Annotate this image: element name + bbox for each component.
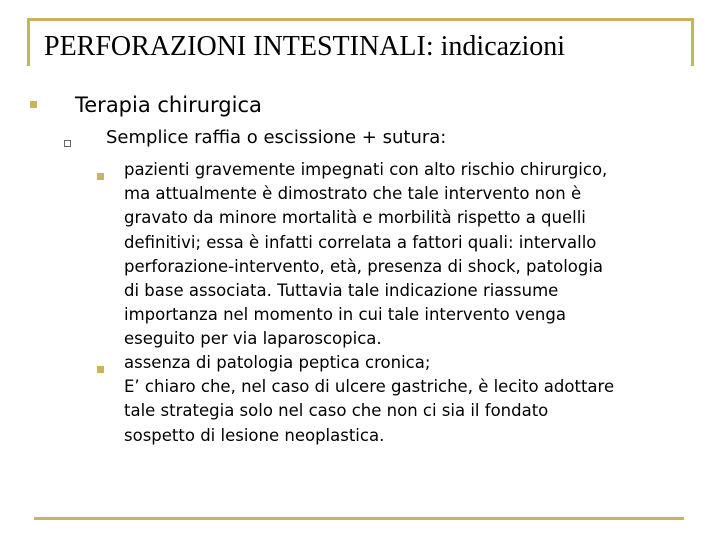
filled-square-bullet-icon: [30, 101, 37, 108]
filled-square-bullet-icon: [97, 173, 104, 180]
list-item-line: assenza di patologia peptica cronica;: [124, 353, 431, 372]
list-item: [124, 351, 694, 448]
list-item-line: perforazione-intervento, età, presenza di shock, patologia: [124, 256, 604, 276]
level1-heading: Terapia chirurgica: [75, 93, 262, 117]
title-frame-left-rule: [27, 18, 30, 66]
list-item-line: tale strategia solo nel caso che non ci sia il fondato: [124, 401, 549, 421]
slide-title: PERFORAZIONI INTESTINALI: indicazioni: [44, 31, 566, 62]
list-item-line: E’ chiaro che, nel caso di ulcere gastriche, è lecito adottare: [124, 377, 615, 397]
hollow-square-bullet-icon: [64, 140, 71, 147]
list-item-line: ma attualmente è dimostrato che tale intervento non è: [124, 184, 582, 204]
list-item-line: definitivi; essa è infatti correlata a fattori quali: intervallo: [124, 232, 597, 252]
filled-square-bullet-icon: [97, 366, 104, 373]
footer-rule: [34, 517, 684, 520]
level2-heading: Semplice raffia o escissione + sutura:: [106, 127, 447, 148]
list-item-line: pazienti gravemente impegnati con alto rischio chirurgico,: [124, 160, 608, 179]
list-item-line: gravato da minore mortalità e morbilità rispetto a quelli: [124, 208, 586, 228]
list-item: [124, 158, 694, 352]
title-frame-right-rule: [691, 18, 694, 66]
title-frame-top-rule: [27, 18, 694, 21]
list-item-line: sospetto di lesione neoplastica.: [124, 425, 385, 445]
list-item-line: di base associata. Tuttavia tale indicazione riassume: [124, 281, 559, 301]
list-item-line: eseguito per via laparoscopica.: [124, 329, 382, 349]
list-item-line: importanza nel momento in cui tale intervento venga: [124, 305, 566, 325]
